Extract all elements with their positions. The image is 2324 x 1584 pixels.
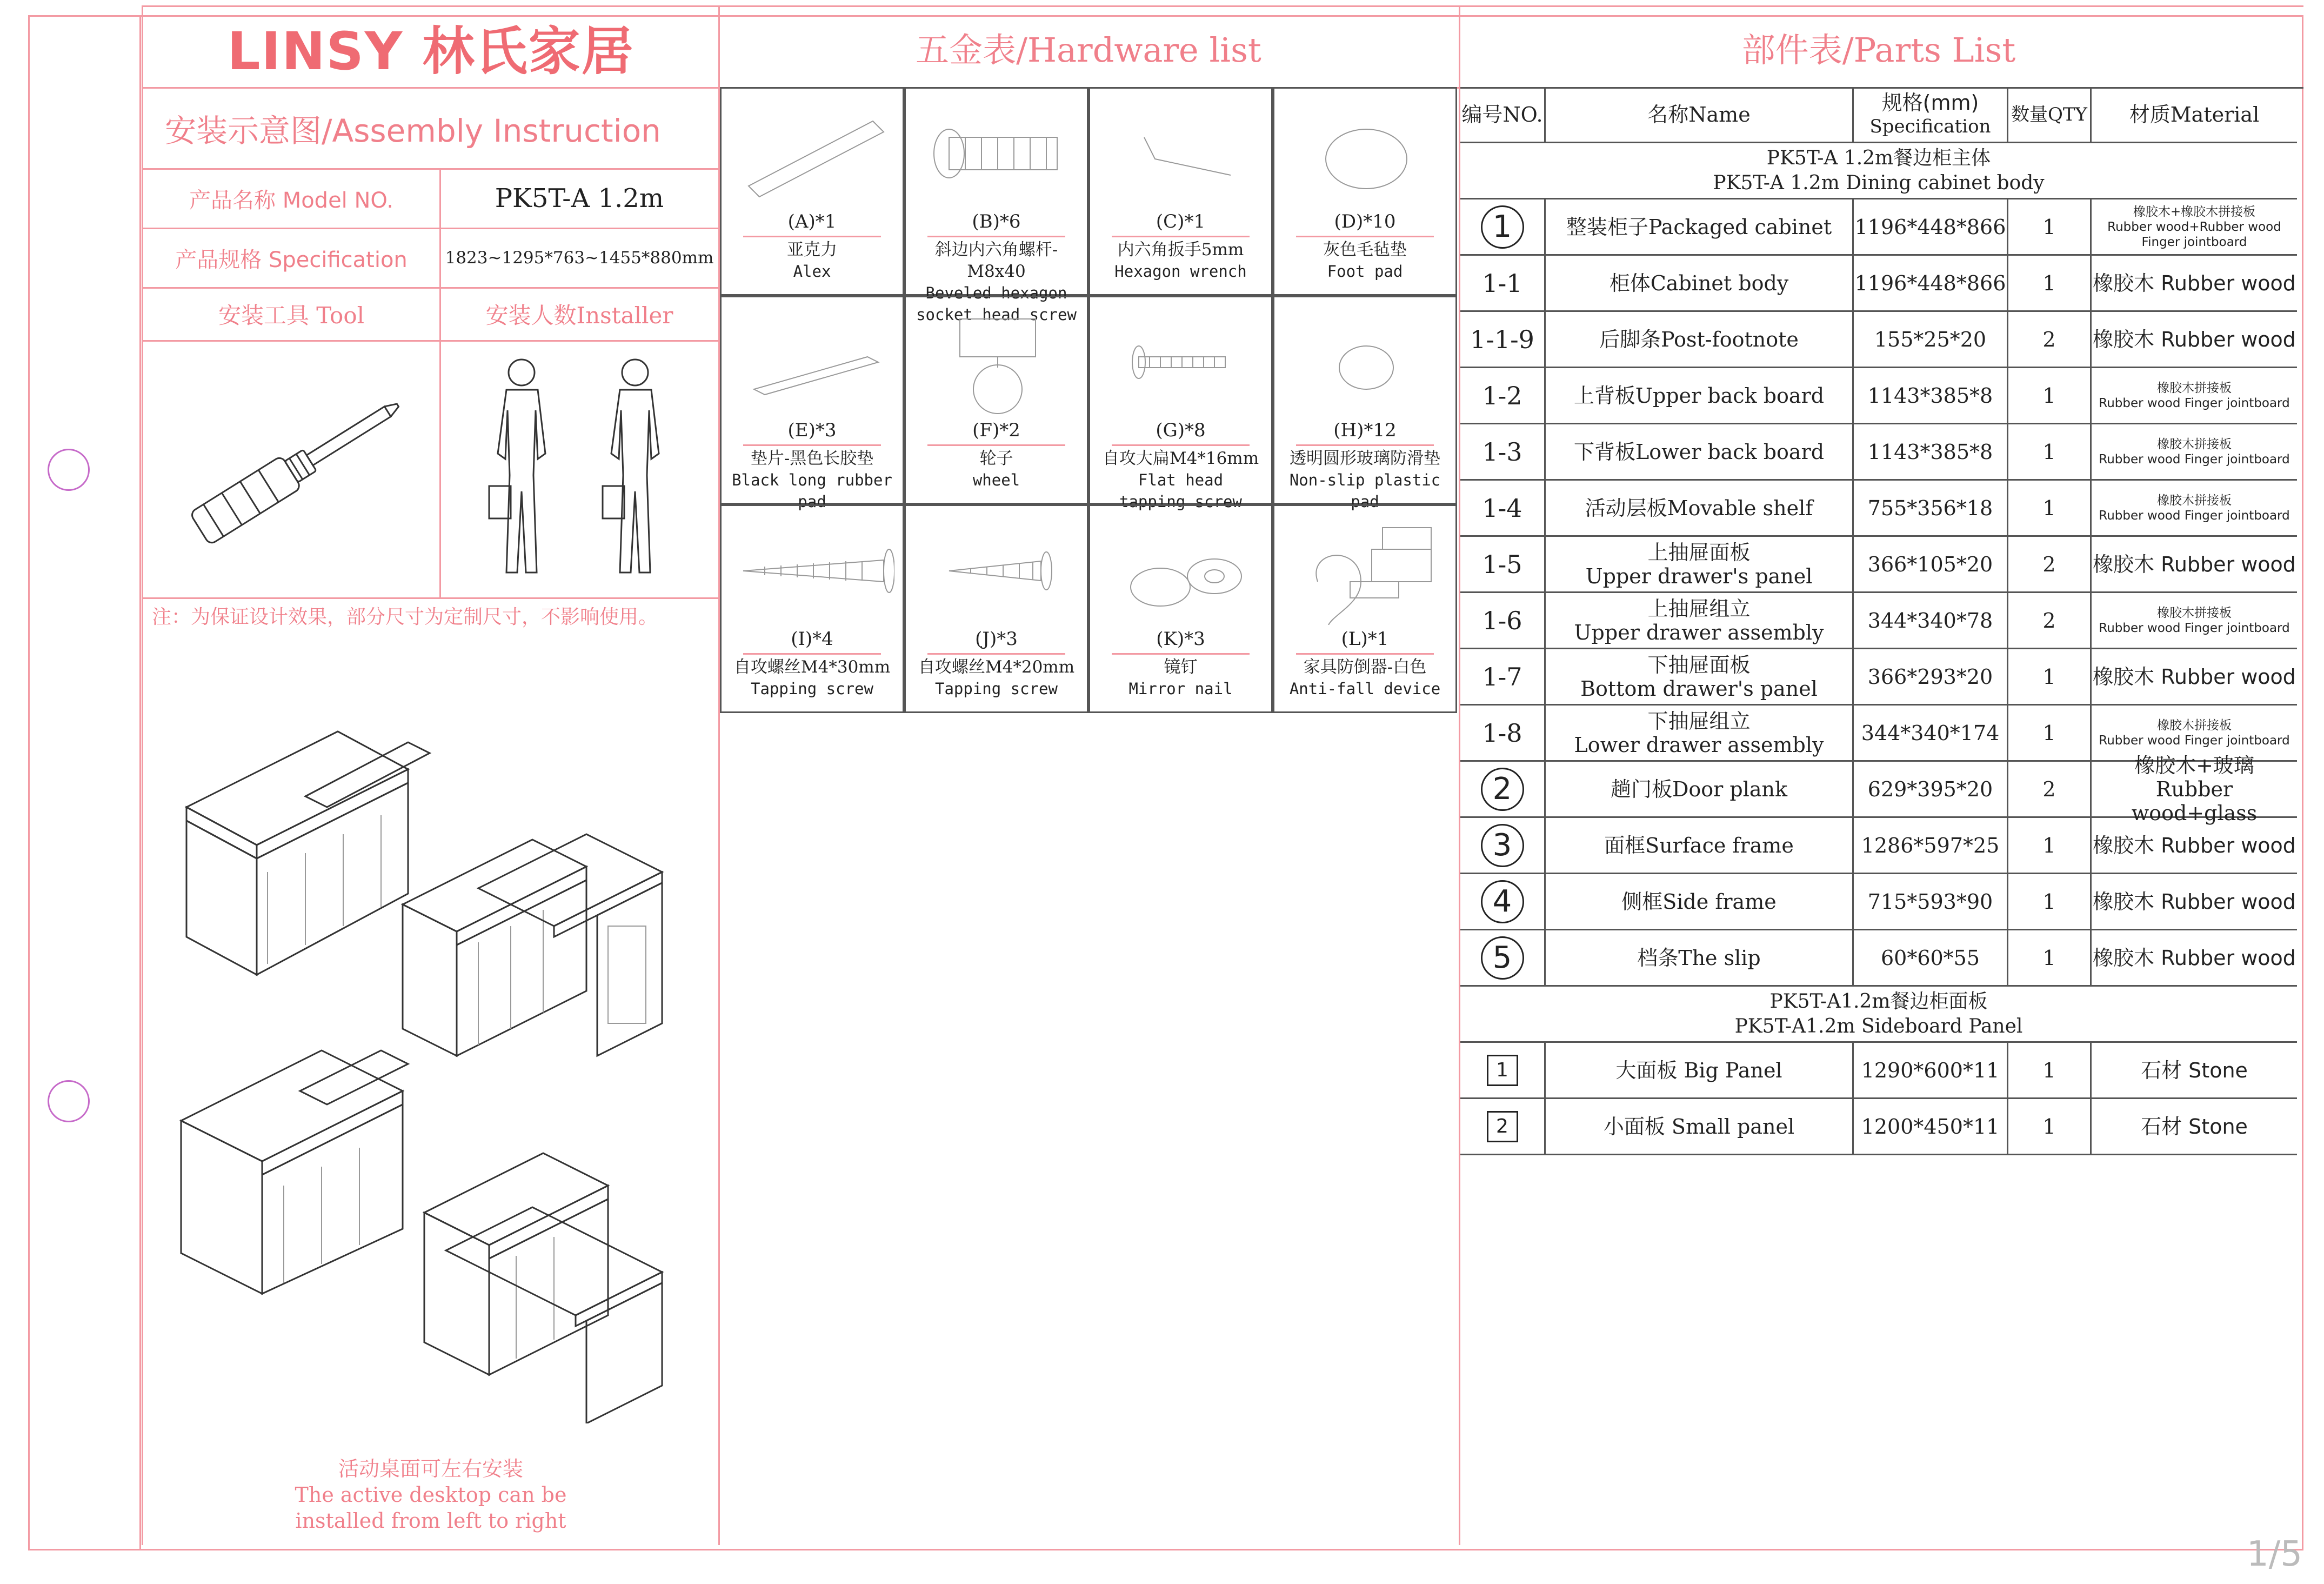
part-number: 2 (1460, 762, 1546, 816)
part-number: 1-1-9 (1460, 312, 1546, 367)
part-qty: 1 (2008, 874, 2092, 929)
part-name: 整装柜子Packaged cabinet (1546, 199, 1854, 254)
model-value: PK5T-A 1.2m (495, 183, 664, 214)
hardware-item (904, 296, 1088, 504)
assembly-info-panel (142, 5, 720, 1545)
part-number: 1 (1460, 199, 1546, 254)
part-qty: 1 (2008, 1043, 2092, 1097)
part-qty: 2 (2008, 593, 2092, 648)
part-material: 橡胶木拼接板 Rubber wood Finger jointboard (2099, 605, 2290, 635)
anti-fall-device-icon (1285, 517, 1447, 625)
hardware-item (1088, 296, 1273, 511)
hardware-item (1273, 87, 1457, 296)
part-material: 橡胶木拼接板 Rubber wood Finger jointboard (2099, 381, 2290, 410)
brand-logo: LINSY 林氏家居 (227, 21, 635, 82)
assembly-title: 安装示意图/Assembly Instruction (165, 112, 661, 149)
header-name: 名称Name (1546, 87, 1854, 142)
desktop-note-en-2: installed from left to right (295, 1509, 566, 1533)
part-material: 橡胶木拼接板 Rubber wood Finger jointboard (2099, 437, 2290, 467)
part-number: 5 (1460, 930, 1546, 985)
part-number: 2 (1460, 1099, 1546, 1154)
binder-hole-top (48, 449, 90, 491)
part-material: 石材 Stone (2141, 1058, 2248, 1082)
hardware-item (1088, 87, 1273, 296)
cabinet-assembly-drawings (176, 710, 694, 1423)
part-qty: 1 (2008, 706, 2092, 760)
section-cabinet-body: PK5T-A 1.2m餐边柜主体 PK5T-A 1.2m Dining cabinet body (1460, 143, 2297, 199)
part-spec: 1196*448*866 (1854, 256, 2008, 310)
parts-row (1460, 753, 2297, 825)
part-spec: 629*395*20 (1854, 762, 2008, 816)
part-material: 橡胶木拼接板 Rubber wood Finger jointboard (2099, 718, 2290, 748)
part-spec: 60*60*55 (1854, 930, 2008, 985)
model-label: 产品名称 Model NO. (189, 188, 394, 213)
part-name: 面框Surface frame (1546, 818, 1854, 873)
parts-header-row (1460, 87, 2297, 143)
part-material: 橡胶木 Rubber wood (2093, 327, 2296, 351)
part-number: 3 (1460, 818, 1546, 873)
part-qty: 2 (2008, 762, 2092, 816)
hardware-code: (I)*4 (791, 628, 833, 650)
header-no: 编号NO. (1460, 87, 1546, 142)
hardware-item (904, 87, 1088, 324)
binding-margin-line (139, 15, 141, 1550)
hardware-name: 灰色毛毡垫 Foot pad (1323, 240, 1407, 281)
hardware-name: 内六角扳手5mm Hexagon wrench (1114, 240, 1247, 281)
part-qty: 1 (2008, 199, 2092, 254)
desktop-note-en-1: The active desktop can be (295, 1483, 567, 1507)
part-number: 1-8 (1460, 706, 1546, 760)
parts-row (1460, 424, 2297, 481)
hardware-item (904, 504, 1088, 713)
part-material: 橡胶木 Rubber wood (2093, 833, 2296, 857)
part-number: 1-4 (1460, 481, 1546, 535)
hardware-code: (E)*3 (787, 420, 837, 441)
part-name: 柜体Cabinet body (1546, 256, 1854, 310)
hardware-code: (A)*1 (787, 211, 837, 232)
part-qty: 1 (2008, 256, 2092, 310)
part-spec: 344*340*78 (1854, 593, 2008, 648)
part-qty: 1 (2008, 649, 2092, 704)
part-material: 橡胶木+玻璃 Rubber wood+glass (2131, 753, 2258, 825)
long-screw-icon (732, 517, 894, 625)
part-name: 上抽屉面板 Upper drawer's panel (1546, 537, 1854, 591)
hardware-code: (F)*2 (972, 420, 1020, 441)
mirror-nail-icon (1101, 517, 1263, 625)
hardware-name: 透明圆形玻璃防滑垫 Non-slip plastic pad (1289, 449, 1441, 511)
part-name: 下抽屉面板 Bottom drawer's panel (1546, 649, 1854, 704)
parts-panel (1460, 5, 2303, 1545)
hardware-name: 镜钉 Mirror nail (1128, 657, 1233, 698)
hardware-item (1273, 296, 1457, 511)
page-number: 1/5 (2247, 1534, 2302, 1574)
hardware-code: (L)*1 (1341, 628, 1389, 650)
parts-row (1460, 199, 2297, 256)
screwdriver-icon (165, 353, 424, 580)
parts-row (1460, 1043, 2297, 1099)
hardware-name: 垫片-黑色长胶垫 Black long rubber pad (732, 449, 892, 511)
part-spec: 1143*385*8 (1854, 368, 2008, 423)
hardware-code: (K)*3 (1156, 628, 1205, 650)
part-qty: 1 (2008, 818, 2092, 873)
header-spec-cn: 规格(mm) (1881, 90, 1979, 115)
part-spec: 344*340*174 (1854, 706, 2008, 760)
part-material: 橡胶木拼接板 Rubber wood Finger jointboard (2099, 493, 2290, 523)
part-name: 小面板 Small panel (1546, 1099, 1854, 1154)
clear-pad-icon (1285, 308, 1447, 416)
part-name: 侧框Side frame (1546, 874, 1854, 929)
hardware-name: 自攻大扁M4*16mm Flat head tapping screw (1102, 449, 1259, 511)
hardware-title: 五金表/Hardware list (916, 30, 1261, 70)
parts-row (1460, 930, 2297, 987)
part-name: 活动层板Movable shelf (1546, 481, 1854, 535)
hardware-name: 亚克力 Alex (787, 240, 837, 281)
part-number: 1-5 (1460, 537, 1546, 591)
hardware-grid (720, 87, 1457, 714)
part-number: 1 (1460, 1043, 1546, 1097)
part-name: 下抽屉组立 Lower drawer assembly (1546, 706, 1854, 760)
header-qty: 数量QTY (2008, 87, 2092, 142)
part-material: 橡胶木 Rubber wood (2093, 946, 2296, 970)
hardware-code: (C)*1 (1156, 211, 1206, 232)
hardware-code: (G)*8 (1156, 420, 1206, 441)
part-spec: 1290*600*11 (1854, 1043, 2008, 1097)
part-spec: 366*105*20 (1854, 537, 2008, 591)
parts-row (1460, 368, 2297, 424)
part-name: 趟门板Door plank (1546, 762, 1854, 816)
parts-row (1460, 256, 2297, 312)
parts-row (1460, 537, 2297, 593)
part-name: 后脚条Post-footnote (1546, 312, 1854, 367)
part-name: 下背板Lower back board (1546, 424, 1854, 479)
cabinet-drawing-3 (181, 1050, 408, 1294)
part-qty: 1 (2008, 930, 2092, 985)
hardware-name: 家具防倒器-白色 Anti-fall device (1289, 657, 1441, 698)
part-spec: 1286*597*25 (1854, 818, 2008, 873)
parts-title: 部件表/Parts List (1741, 30, 2016, 70)
part-spec: 1196*448*866 (1854, 199, 2008, 254)
hardware-item (720, 504, 904, 713)
header-spec-en: Specification (1869, 115, 1991, 137)
flat-head-screw-icon (1101, 308, 1263, 416)
part-spec: 755*356*18 (1854, 481, 2008, 535)
part-spec: 366*293*20 (1854, 649, 2008, 704)
rubber-strip-icon (732, 308, 894, 416)
hex-bolt-icon (917, 99, 1079, 208)
spec-value: 1823~1295*763~1455*880mm (445, 248, 714, 268)
installer-label: 安装人数Installer (485, 302, 673, 329)
parts-row (1460, 593, 2297, 649)
hardware-code: (H)*12 (1333, 420, 1397, 441)
short-screw-icon (917, 517, 1079, 625)
part-material: 橡胶木 Rubber wood (2093, 889, 2296, 914)
parts-row (1460, 1099, 2297, 1155)
part-number: 1-7 (1460, 649, 1546, 704)
hardware-code: (D)*10 (1334, 211, 1396, 232)
part-number: 4 (1460, 874, 1546, 929)
hardware-item (1088, 504, 1273, 713)
part-qty: 1 (2008, 368, 2092, 423)
caster-wheel-icon (917, 308, 1079, 416)
desktop-note-cn: 活动桌面可左右安装 (338, 1457, 523, 1481)
part-number: 1-2 (1460, 368, 1546, 423)
hex-wrench-icon (1101, 99, 1263, 208)
parts-row (1460, 818, 2297, 874)
acrylic-strip-icon (732, 99, 894, 208)
hardware-item (720, 296, 904, 511)
two-installers-icon (457, 351, 705, 589)
part-spec: 715*593*90 (1854, 874, 2008, 929)
section-sideboard-panel: PK5T-A1.2m餐边柜面板 PK5T-A1.2m Sideboard Panel (1460, 987, 2297, 1043)
hardware-item (1273, 504, 1457, 713)
part-spec: 155*25*20 (1854, 312, 2008, 367)
parts-row (1460, 649, 2297, 706)
hardware-name: 斜边内六角螺杆-M8x40 Beveled hexagon socket head screw (916, 240, 1077, 324)
parts-row (1460, 481, 2297, 537)
part-material: 橡胶木+橡胶木拼接板 Rubber wood+Rubber wood Finger jointboard (2107, 204, 2281, 249)
part-qty: 2 (2008, 537, 2092, 591)
part-number: 1-6 (1460, 593, 1546, 648)
part-qty: 1 (2008, 424, 2092, 479)
parts-row (1460, 874, 2297, 930)
part-spec: 1143*385*8 (1854, 424, 2008, 479)
part-material: 石材 Stone (2141, 1114, 2248, 1139)
part-qty: 1 (2008, 1099, 2092, 1154)
hardware-code: (B)*6 (972, 211, 1021, 232)
felt-pad-icon (1285, 99, 1447, 208)
part-spec: 1200*450*11 (1854, 1099, 2008, 1154)
part-name: 上背板Upper back board (1546, 368, 1854, 423)
part-number: 1-3 (1460, 424, 1546, 479)
cabinet-drawing-2 (403, 834, 662, 1056)
spec-label: 产品规格 Specification (175, 247, 408, 272)
part-name: 档条The slip (1546, 930, 1854, 985)
cabinet-drawing-1 (186, 731, 430, 975)
design-note: 注：为保证设计效果，部分尺寸为定制尺寸，不影响使用。 (152, 606, 658, 628)
hardware-name: 自攻螺丝M4*30mm Tapping screw (733, 657, 891, 698)
hardware-item (720, 87, 904, 296)
part-qty: 1 (2008, 481, 2092, 535)
part-name: 上抽屉组立 Upper drawer assembly (1546, 593, 1854, 648)
binder-hole-bottom (48, 1080, 90, 1122)
header-spec (1854, 87, 2008, 142)
desktop-install-note (143, 1456, 718, 1534)
cabinet-drawing-4 (424, 1153, 662, 1423)
part-qty: 2 (2008, 312, 2092, 367)
tool-label: 安装工具 Tool (218, 302, 365, 329)
part-name: 大面板 Big Panel (1546, 1043, 1854, 1097)
part-material: 橡胶木 Rubber wood (2093, 271, 2296, 295)
header-material: 材质Material (2129, 102, 2260, 127)
part-material: 橡胶木 Rubber wood (2093, 664, 2296, 689)
hardware-name: 自攻螺丝M4*20mm Tapping screw (918, 657, 1075, 698)
hardware-name: 轮子 wheel (972, 449, 1020, 489)
parts-row (1460, 312, 2297, 368)
part-material: 橡胶木 Rubber wood (2093, 552, 2296, 576)
hardware-code: (J)*3 (975, 628, 1018, 650)
part-number: 1-1 (1460, 256, 1546, 310)
hardware-panel (720, 5, 1460, 1545)
